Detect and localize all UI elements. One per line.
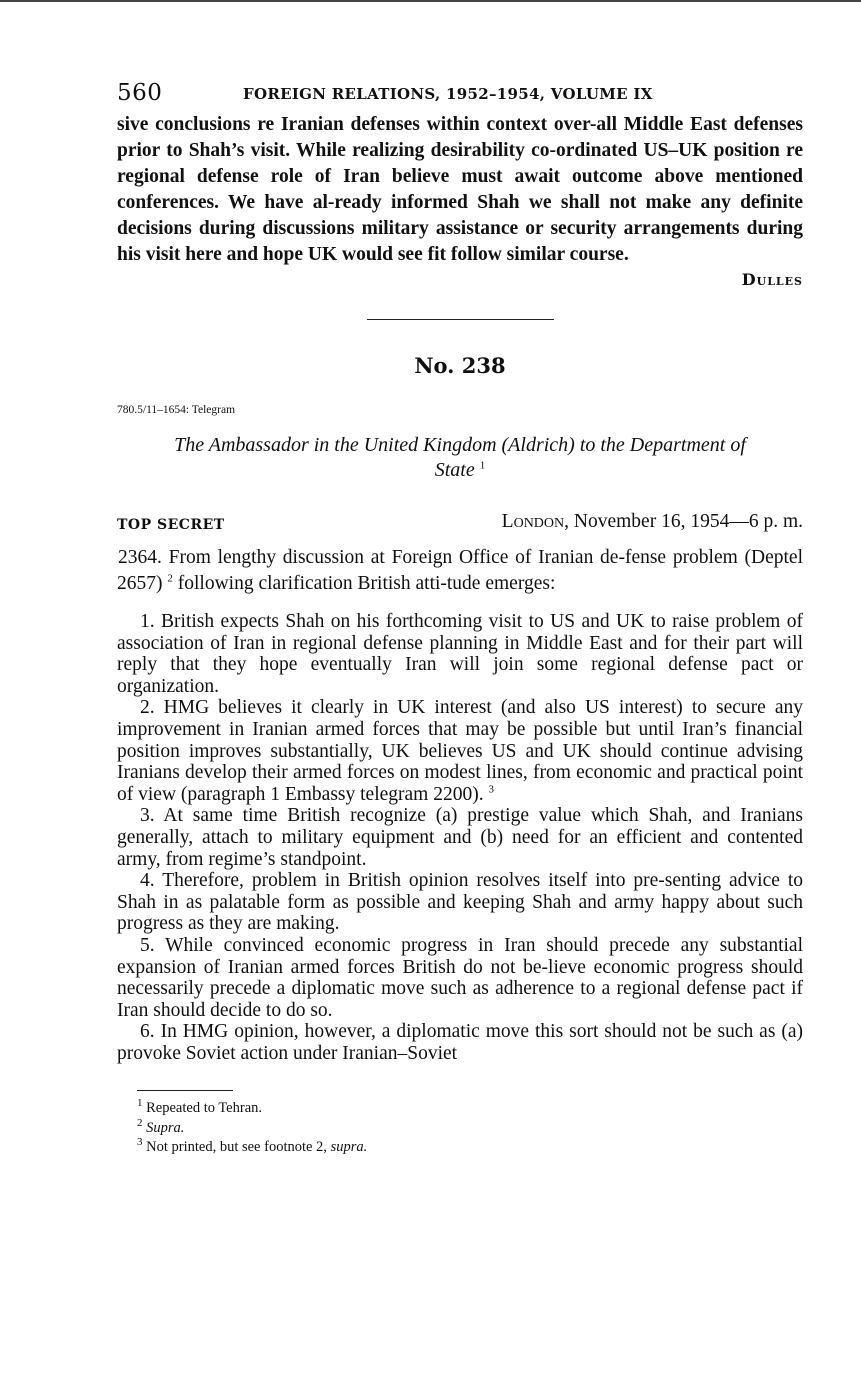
point-3: 3. At same time British recognize (a) prestige value which Shah, and Iranians generally, attach to military equipment and (b) need for an efficient and contented army, from regime’s standpoint. xyxy=(117,805,803,870)
page-header xyxy=(117,76,803,112)
footnote-3: $^3$ Not printed, but see footnote 2, supra. xyxy=(137,1136,368,1156)
file-reference: 780.5/11–1654: Telegram xyxy=(117,404,236,416)
point-6: 6. In HMG opinion, however, a diplomatic move this sort should not be such as (a) provoke Soviet action under Iranian–Soviet xyxy=(117,1021,803,1064)
document-title-text: The Ambassador in the United Kingdom (Aldrich) to the Department of State xyxy=(174,434,746,481)
footnote-2: $^2$ Supra. xyxy=(137,1117,185,1136)
footnote-divider xyxy=(137,1090,233,1091)
document-number: No. 238 xyxy=(414,353,506,378)
classification-dateline xyxy=(117,511,803,539)
section-divider xyxy=(367,319,554,320)
dateline xyxy=(502,511,803,533)
document-title xyxy=(117,433,803,483)
running-head: FOREIGN RELATIONS, 1952–1954, VOLUME IX xyxy=(243,85,653,103)
dateline-date: , November 16, 1954—6 p. m. xyxy=(564,511,803,532)
footnote-ref-2: 2 xyxy=(167,572,173,585)
top-border xyxy=(0,0,861,2)
footnote-ref-1: 1 xyxy=(479,459,486,472)
classification-label: TOP SECRET xyxy=(117,517,225,533)
page-number: 560 xyxy=(117,80,163,106)
point-4: 4. Therefore, problem in British opinion resolves itself into pre-senting advice to Shah in as palatable form as possible and keeping Shah and army happy about such progress as they are making. xyxy=(117,870,803,935)
continuation-paragraph: sive conclusions re Iranian defenses within context over-all Middle East defenses prior to Shah’s visit. While realizing desirability co-ordinated US–UK position re regional defense role of Iran believe must await outcome above mentioned conferences. We have al-ready informed Shah we shall not make any definite decisions during discussions military assistance or security arrangements during his visit here and hope UK would see fit follow similar course. xyxy=(117,114,803,265)
point-2: 2. HMG believes it clearly in UK interest (and also US interest) to secure any improvement in Iranian armed forces that may be possible but until Iran’s financial position improves substantially, UK believes US and UK should continue advising Iranians develop their armed forces on modest lines, from economic and practical point of view (paragraph 1 Embassy telegram 2200). $^3$ xyxy=(117,697,803,805)
point-5: 5. While convinced economic progress in Iran should precede any substantial expansion of Iranian armed forces British do not be-lieve economic progress should necessarily precede a diplomatic move such as adherence to a regional defense pact if Iran should decide to do so. xyxy=(117,934,803,1021)
numbered-points xyxy=(117,611,803,1064)
dateline-city: London xyxy=(501,511,565,532)
telegram-intro: 2364. From lengthy discussion at Foreign Office of Iranian de-fense problem (Deptel 2657) $^2$ following clarification British atti-tude emerges: xyxy=(117,547,803,594)
document-page xyxy=(117,76,803,1158)
footnote-1: $^1$ Repeated to Tehran. xyxy=(137,1097,263,1117)
footnotes xyxy=(137,1099,803,1158)
footnote-ref-3: 3 xyxy=(488,783,494,796)
signature: Dulles xyxy=(741,270,803,289)
point-1: 1. British expects Shah on his forthcoming visit to US and UK to raise problem of association of Iran in regional defense planning in Middle East and for their part will reply that they hope eventually Iran will join some regional defense pact or organization. xyxy=(117,611,803,697)
